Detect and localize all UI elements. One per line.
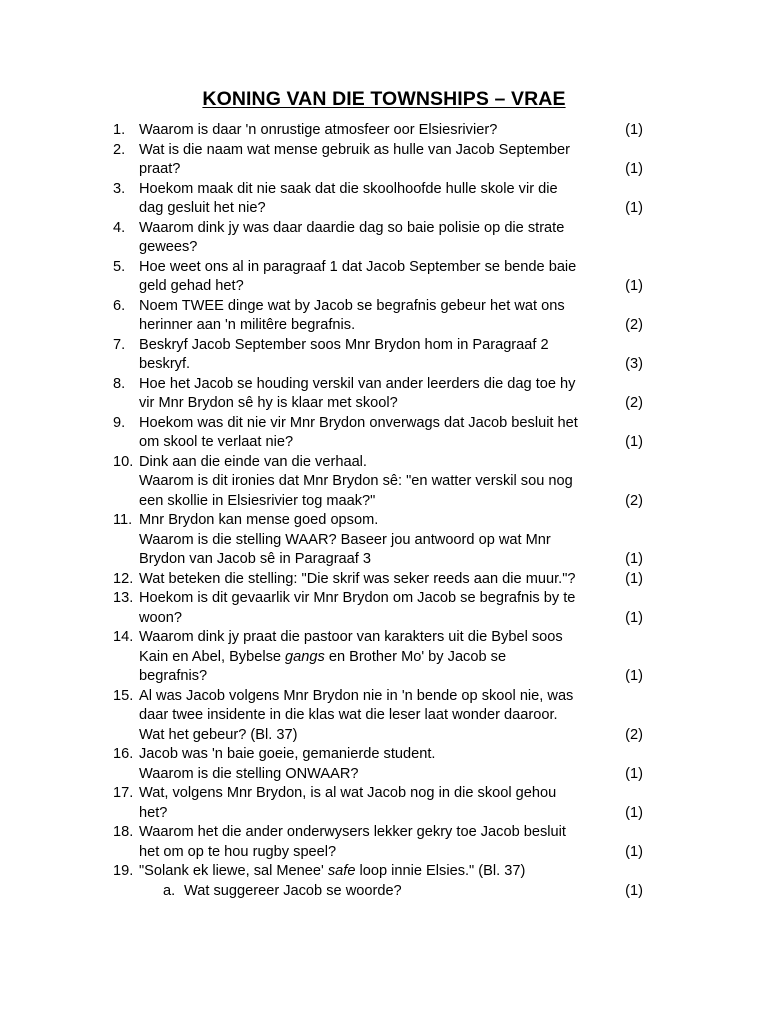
question-text: om skool te verlaat nie? (139, 434, 294, 450)
question-line (113, 336, 643, 356)
question-line (113, 511, 643, 531)
question-line (113, 745, 643, 765)
question-line (113, 765, 643, 785)
question-number: a. (163, 882, 176, 899)
question-line (113, 726, 643, 746)
question-number: 4. (113, 219, 126, 236)
question-line (113, 531, 643, 551)
question-mark-allocation: (1) (625, 668, 643, 684)
question-line (113, 394, 643, 414)
question-number: 13. (113, 590, 134, 606)
question-line (113, 219, 643, 239)
question-mark-allocation: (1) (625, 765, 643, 782)
question-text (139, 648, 506, 668)
question-text: Mnr Brydon kan mense goed opsom. (139, 512, 379, 528)
question-line (113, 843, 643, 863)
question-text: Hoe weet ons al in paragraaf 1 dat Jacob September se bende baie (139, 258, 577, 275)
question-text-italic: safe (327, 863, 356, 879)
question-mark-allocation: (1) (625, 570, 643, 587)
question-mark-allocation: (2) (625, 492, 643, 509)
question-text: Dink aan die einde van die verhaal. (139, 453, 367, 470)
question-number: 3. (113, 180, 126, 197)
question-text (139, 862, 525, 882)
question-text-part: loop innie Elsies." (Bl. 37) (355, 863, 526, 879)
question-line (113, 823, 643, 843)
question-list (113, 121, 643, 901)
question-line (113, 550, 643, 570)
question-line (113, 180, 643, 200)
question-text: Waarom het die ander onderwysers lekker gekry toe Jacob besluit (139, 824, 566, 840)
question-text: begrafnis? (139, 668, 208, 684)
question-line (113, 628, 643, 648)
question-mark-allocation: (1) (625, 843, 643, 860)
question-text: Waarom dink jy praat die pastoor van karakters uit die Bybel soos (139, 629, 563, 645)
question-line (113, 453, 643, 473)
question-text: Beskryf Jacob September soos Mnr Brydon hom in Paragraaf 2 (139, 336, 549, 353)
question-text: Waarom is dit ironies dat Mnr Brydon sê: "en watter verskil sou nog (139, 473, 573, 489)
question-text: woon? (139, 609, 183, 626)
question-line (113, 355, 643, 375)
question-number: 9. (113, 414, 126, 431)
question-text: beskryf. (139, 356, 191, 372)
question-line (113, 414, 643, 434)
question-text: Noem TWEE dinge wat by Jacob se begrafnis gebeur het wat ons (139, 297, 565, 314)
question-text: dag gesluit het nie? (139, 200, 266, 216)
question-mark-allocation: (1) (625, 609, 643, 626)
question-text: Hoekom maak dit nie saak dat die skoolhoofde hulle skole vir die (139, 180, 558, 197)
question-line (113, 297, 643, 317)
question-number: 8. (113, 375, 126, 392)
question-number: 17. (113, 785, 134, 801)
question-mark-allocation: (2) (625, 395, 643, 411)
question-number: 14. (113, 629, 134, 645)
question-text: het om op te hou rugby speel? (139, 843, 337, 860)
question-number: 15. (113, 687, 134, 704)
question-text: Waarom is die stelling WAAR? Baseer jou antwoord op wat Mnr (139, 531, 551, 548)
question-mark-allocation: (2) (625, 726, 643, 743)
question-number: 5. (113, 258, 126, 275)
question-line (113, 706, 643, 726)
question-number: 12. (113, 570, 134, 587)
question-line (113, 862, 643, 882)
question-number: 10. (113, 453, 134, 470)
question-line (113, 433, 643, 453)
question-text: Wat het gebeur? (Bl. 37) (139, 726, 298, 743)
question-text: herinner aan 'n militêre begrafnis. (139, 317, 356, 333)
question-text: een skollie in Elsiesrivier tog maak?" (139, 492, 376, 509)
question-line (113, 609, 643, 629)
question-text: Hoe het Jacob se houding verskil van ander leerders die dag toe hy (139, 375, 576, 392)
question-mark-allocation: (1) (625, 804, 643, 821)
question-mark-allocation: (1) (625, 882, 643, 899)
question-number: 11. (113, 512, 133, 528)
question-text: Wat is die naam wat mense gebruik as hulle van Jacob September (139, 141, 571, 158)
question-number: 19. (113, 863, 134, 879)
question-text-italic: gangs (285, 648, 325, 665)
question-line (113, 492, 643, 512)
question-text: Wat, volgens Mnr Brydon, is al wat Jacob nog in die skool gehou (139, 785, 557, 801)
question-text: Wat suggereer Jacob se woorde? (184, 882, 402, 899)
question-line (113, 589, 643, 609)
question-line (113, 121, 643, 141)
question-text: vir Mnr Brydon sê hy is klaar met skool? (139, 395, 398, 411)
question-text: geld gehad het? (139, 278, 244, 294)
question-line (113, 667, 643, 687)
question-mark-allocation: (1) (625, 278, 643, 294)
question-text: Hoekom is dit gevaarlik vir Mnr Brydon om Jacob se begrafnis by te (139, 590, 576, 606)
question-line (113, 570, 643, 590)
question-number: 6. (113, 297, 126, 314)
question-line (113, 472, 643, 492)
question-text: Wat beteken die stelling: "Die skrif was seker reeds aan die muur."? (139, 570, 576, 587)
question-line (113, 648, 643, 668)
question-text: gewees? (139, 239, 198, 255)
question-line (113, 199, 643, 219)
question-text: Al was Jacob volgens Mnr Brydon nie in 'n bende op skool nie, was (139, 687, 574, 704)
question-mark-allocation: (3) (625, 356, 643, 372)
question-text: praat? (139, 161, 181, 177)
question-mark-allocation: (1) (625, 200, 643, 216)
question-line (113, 160, 643, 180)
question-text: het? (139, 804, 168, 821)
question-line (113, 316, 643, 336)
question-line (113, 238, 643, 258)
question-text: Brydon van Jacob sê in Paragraaf 3 (139, 551, 372, 567)
question-number: 7. (113, 336, 126, 353)
question-text: Waarom dink jy was daar daardie dag so baie polisie op die strate (139, 219, 565, 236)
question-line (113, 277, 643, 297)
question-text-part: en Brother Mo' by Jacob se (324, 648, 507, 665)
question-line (113, 784, 643, 804)
question-mark-allocation: (1) (625, 434, 643, 450)
question-line (113, 804, 643, 824)
question-mark-allocation: (1) (625, 161, 643, 177)
question-text: Jacob was 'n baie goeie, gemanierde student. (139, 746, 436, 762)
question-line (113, 882, 643, 902)
question-mark-allocation: (1) (625, 122, 643, 138)
document-title: KONING VAN DIE TOWNSHIPS – VRAE (202, 88, 566, 110)
question-text: Waarom is daar 'n onrustige atmosfeer oor Elsiesrivier? (139, 122, 498, 138)
question-mark-allocation: (1) (625, 551, 643, 567)
question-text: daar twee insidente in die klas wat die leser laat wonder daaroor. (139, 707, 558, 723)
question-text-part: "Solank ek liewe, sal Menee' (139, 863, 328, 879)
question-number: 16. (113, 746, 134, 762)
question-line (113, 141, 643, 161)
question-text: Waarom is die stelling ONWAAR? (139, 765, 359, 782)
question-number: 2. (113, 141, 126, 158)
question-number: 18. (113, 824, 134, 840)
question-text: Hoekom was dit nie vir Mnr Brydon onverwags dat Jacob besluit het (139, 414, 578, 431)
question-line (113, 375, 643, 395)
question-number: 1. (113, 122, 126, 138)
question-mark-allocation: (2) (625, 317, 643, 333)
question-text-part: Kain en Abel, Bybelse (139, 648, 286, 665)
question-line (113, 258, 643, 278)
question-line (113, 687, 643, 707)
